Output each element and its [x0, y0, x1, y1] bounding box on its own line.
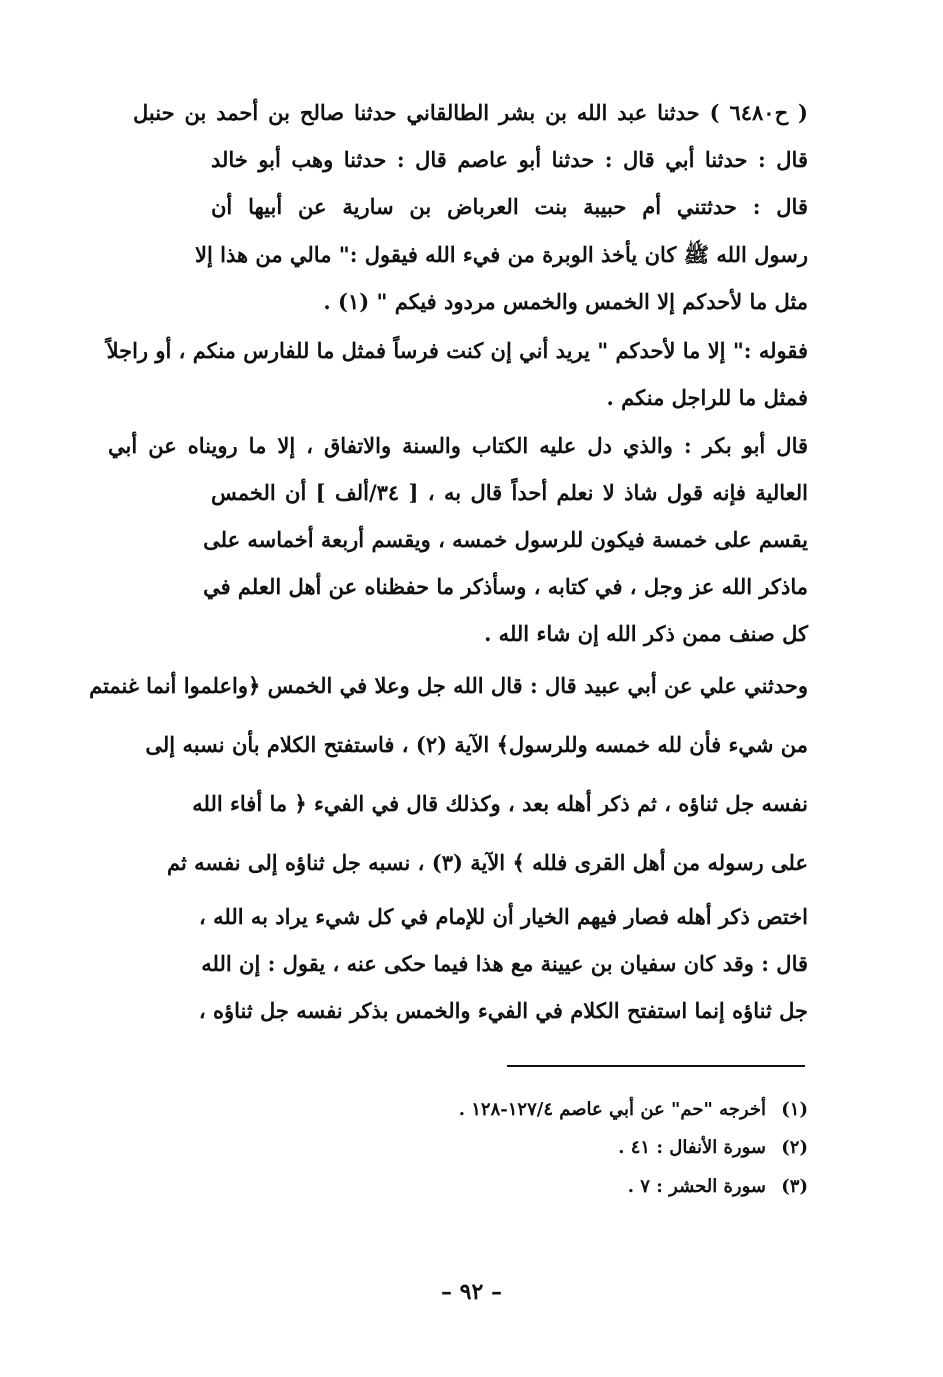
footnote-number: (١) [781, 1099, 808, 1120]
body-line: جل ثناؤه إنما استفتح الكلام في الفيء والخمس بذكر نفسه جل ثناؤه ، [198, 998, 808, 1023]
body-line: يقسم على خمسة فيكون للرسول خمسه ، ويقسم أربعة أخماسه على [203, 527, 808, 552]
footnote [388, 1097, 808, 1123]
footnote-text: سورة الحشر : ٧ . [627, 1176, 766, 1197]
body-line: ( ح٦٤٨٠ ) حدثنا عبد الله بن بشر الطالقاني حدثنا صالح بن أحمد بن حنبل [133, 100, 808, 125]
footnote-number: (٣) [781, 1176, 808, 1197]
body-line: قال أبو بكر : والذي دل عليه الكتاب والسنة والاتفاق ، إلا ما رويناه عن أبي [108, 433, 808, 458]
page-number: – ٩٢ – [441, 1279, 502, 1305]
footnote [388, 1135, 808, 1161]
body-line: فقوله :" إلا ما لأحدكم " يريد أني إن كنت فرساً فمثل ما للفارس منكم ، أو راجلاً [106, 338, 808, 363]
body-line: نفسه جل ثناؤه ، ثم ذكر أهله بعد ، وكذلك قال في الفيء ﴿ ما أفاء الله [192, 791, 808, 816]
footnote-text: أخرجه "حم" عن أبي عاصم ١٢٧/٤-١٢٨ . [458, 1099, 766, 1120]
body-line: العالية فإنه قول شاذ لا نعلم أحداً قال به ، [ ٣٤/ألف ] أن الخمس [211, 480, 809, 505]
footnote-text: سورة الأنفال : ٤١ . [618, 1137, 766, 1158]
body-line: قال : حدثتني أم حبيبة بنت العرباض بن سارية عن أبيها أن [211, 194, 808, 219]
footnote-separator [507, 1065, 805, 1067]
body-line: ماذكر الله عز وجل ، في كتابه ، وسأذكر ما حفظناه عن أهل العلم في [203, 574, 808, 599]
body-line: كل صنف ممن ذكر الله إن شاء الله . [484, 621, 808, 646]
body-line: اختص ذكر أهله فصار فيهم الخيار أن للإمام في كل شيء يراد به الله ، [199, 904, 808, 929]
body-line: قال : وقد كان سفيان بن عيينة مع هذا فيما حكى عنه ، يقول : إن الله [201, 951, 808, 976]
footnote [388, 1174, 808, 1200]
body-line: رسول الله ﷺ كان يأخذ الوبرة من فيء الله فيقول :" مالي من هذا إلا [194, 242, 808, 267]
body-line: مثل ما لأحدكم إلا الخمس والخمس مردود فيكم " (١) . [323, 289, 808, 314]
footnote-number: (٢) [781, 1137, 808, 1158]
body-line: وحدثني علي عن أبي عبيد قال : قال الله جل وعلا في الخمس ﴿واعلموا أنما غنمتم [89, 673, 808, 698]
body-line: فمثل ما للراجل منكم . [606, 385, 808, 410]
body-line: من شيء فأن لله خمسه وللرسول﴾ الآية (٢) ، فاستفتح الكلام بأن نسبه إلى [145, 732, 808, 757]
body-line: قال : حدثنا أبي قال : حدثنا أبو عاصم قال : حدثنا وهب أبو خالد [211, 147, 808, 172]
body-line: على رسوله من أهل القرى فلله ﴾ الآية (٣) ، نسبه جل ثناؤه إلى نفسه ثم [167, 850, 808, 875]
